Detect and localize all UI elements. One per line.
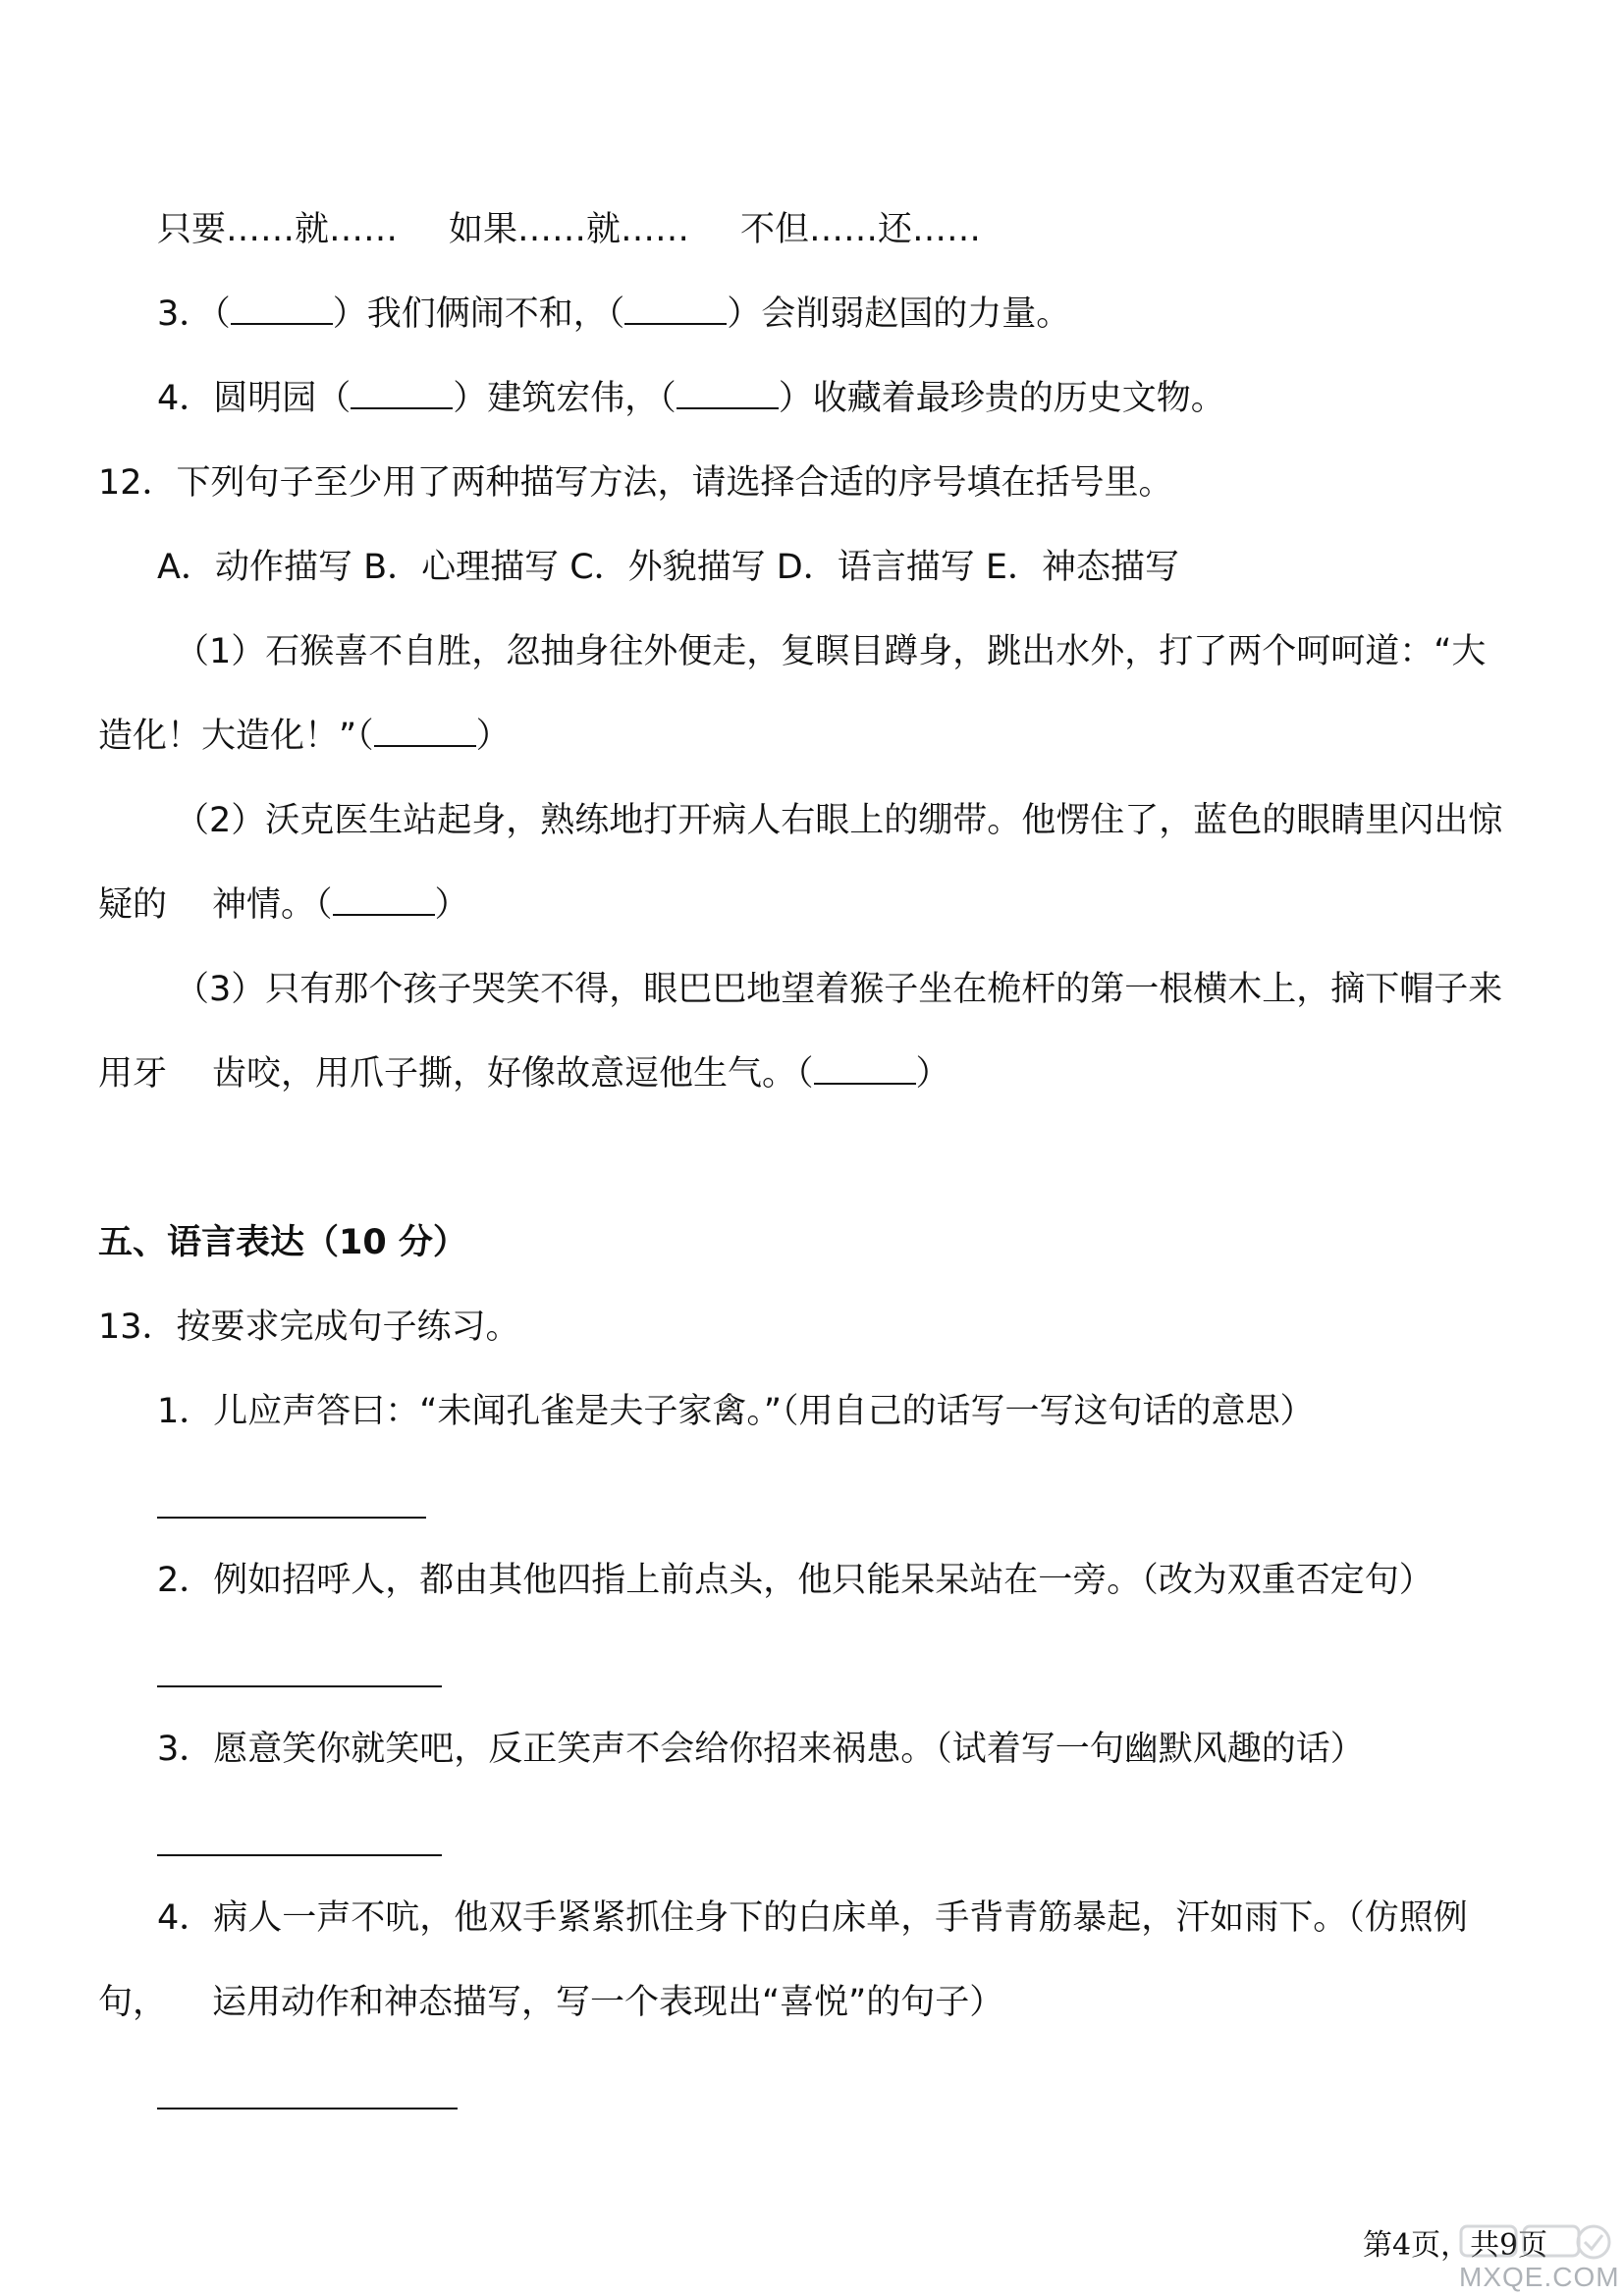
conj-option-1: 只要……就…… <box>157 210 399 249</box>
q12-stem: 12．下列句子至少用了两种描写方法，请选择合适的序号填在括号里。 <box>98 463 1173 503</box>
q12-item-2-line-2: 疑的 神情。（ ） <box>98 885 469 925</box>
answer-blank[interactable] <box>351 386 453 409</box>
answer-blank[interactable] <box>333 892 435 916</box>
page-number: 第4页，共9页 <box>1363 2228 1548 2263</box>
q11-sentence-4: 4．圆明园（ ）建筑宏伟，（ ）收藏着最珍贵的历史文物。 <box>157 379 1225 418</box>
conjunction-options <box>157 208 981 251</box>
answer-blank[interactable] <box>231 301 333 325</box>
q12-item-3-line-2: 用牙 齿咬，用爪子撕，好像故意逗他生气。（ ） <box>98 1054 950 1094</box>
q13-sentence-4-line-1: 4．病人一声不吭，他双手紧紧抓住身下的白床单，手背青筋暴起，汗如雨下。（仿照例 <box>157 1898 1468 1938</box>
q12-options: A．动作描写 B．心理描写 C．外貌描写 D．语言描写 E．神态描写 <box>157 548 1179 587</box>
answer-line-1[interactable] <box>157 1517 426 1519</box>
q12-item-2-line-1: （2）沃克医生站起身，熟练地打开病人右眼上的绷带。他愣住了，蓝色的眼睛里闪出惊 <box>175 801 1503 840</box>
answer-line-2[interactable] <box>157 1685 442 1687</box>
conj-option-2: 如果……就…… <box>449 210 690 249</box>
q12-item-1-line-2: 造化！大造化！”（ ） <box>98 717 511 756</box>
answer-blank[interactable] <box>374 723 476 747</box>
answer-line-3[interactable] <box>157 1854 442 1856</box>
answer-line-4[interactable] <box>157 2108 458 2109</box>
q13-sentence-4-line-2: 句， 运用动作和神态描写，写一个表现出“喜悦”的句子） <box>98 1983 1004 2022</box>
watermark-text: MXQE.COM <box>1459 2262 1620 2292</box>
q12-item-1-line-1: （1）石猴喜不自胜，忽抽身往外便走，复瞑目蹲身，跳出水外，打了两个呵呵道：“大 <box>175 632 1487 671</box>
section-5-heading: 五、语言表达（10 分） <box>98 1223 467 1262</box>
q13-sentence-2: 2．例如招呼人，都由其他四指上前点头，他只能呆呆站在一旁。（改为双重否定句） <box>157 1561 1434 1600</box>
answer-blank[interactable] <box>624 301 727 325</box>
q11-sentence-3: 3．（ ）我们俩闹不和，（ ）会削弱赵国的力量。 <box>157 294 1071 334</box>
q13-sentence-3: 3．愿意笑你就笑吧，反正笑声不会给你招来祸患。（试着写一句幽默风趣的话） <box>157 1730 1365 1769</box>
answer-blank[interactable] <box>814 1061 916 1085</box>
q13-stem: 13．按要求完成句子练习。 <box>98 1308 520 1347</box>
q12-item-3-line-1: （3）只有那个孩子哭笑不得，眼巴巴地望着猴子坐在桅杆的第一根横木上，摘下帽子来 <box>175 970 1503 1009</box>
conj-option-3: 不但……还…… <box>740 210 982 249</box>
q13-sentence-1: 1．儿应声答曰：“未闻孔雀是夫子家禽。”（用自己的话写一写这句话的意思） <box>157 1392 1315 1431</box>
answer-blank[interactable] <box>677 386 779 409</box>
